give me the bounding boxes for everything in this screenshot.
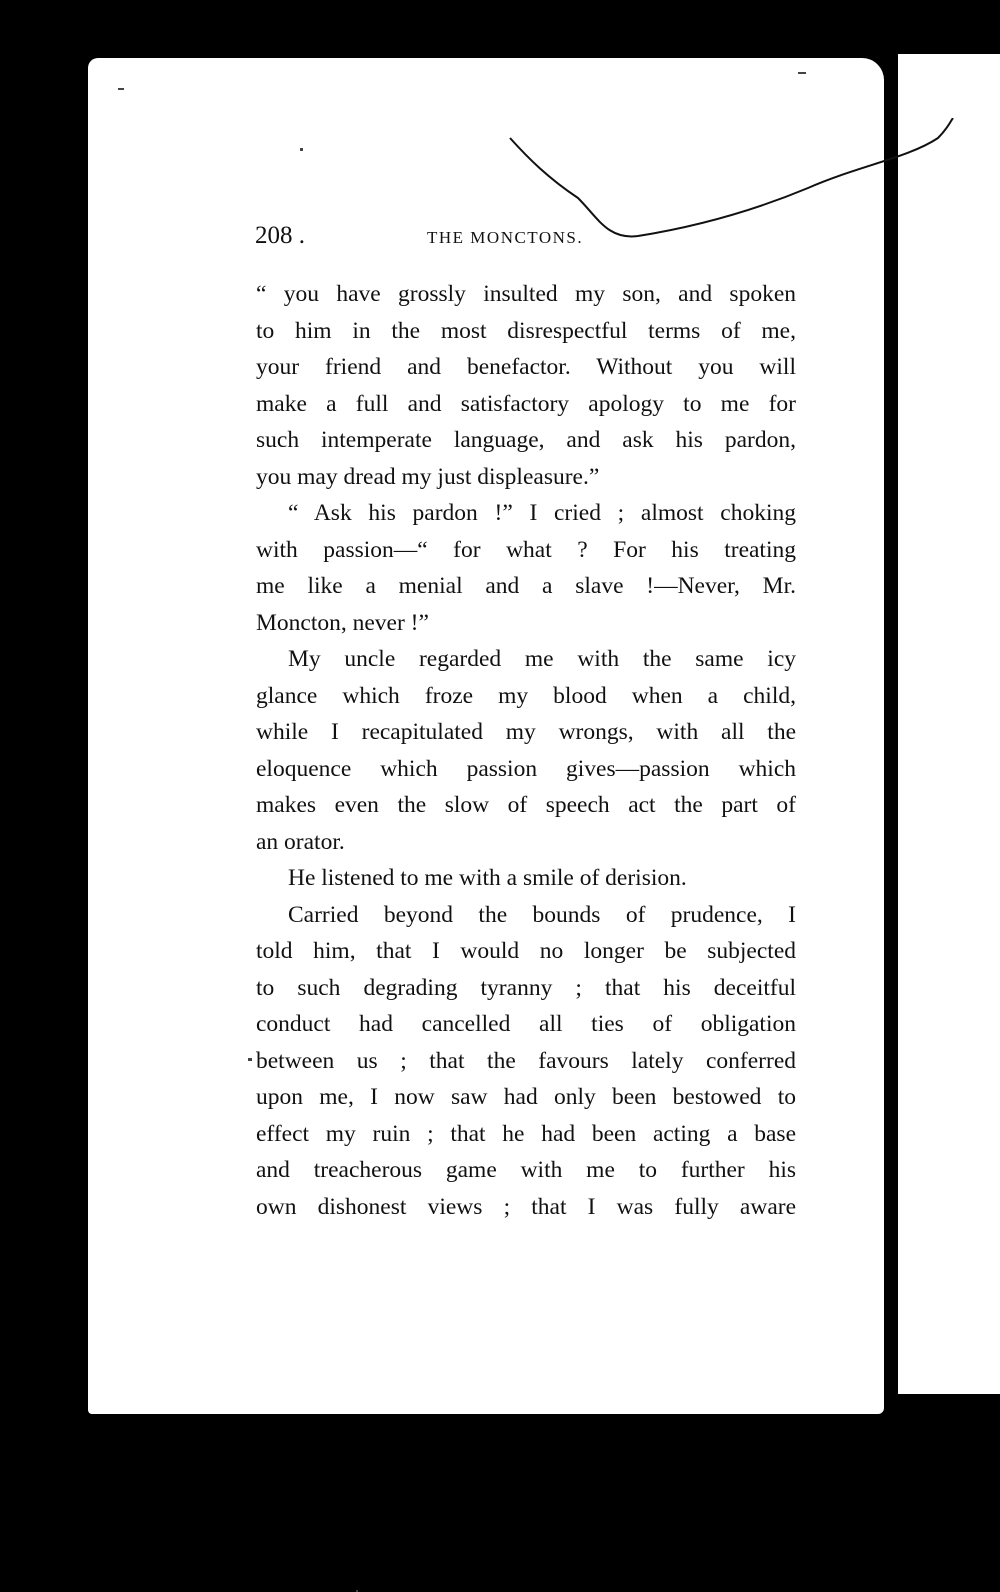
text-line: own dishonest views ; that I was fully aware bbox=[256, 1193, 796, 1220]
text-line: between us ; that the favours lately conferred bbox=[256, 1047, 796, 1074]
page-number: 208 . bbox=[255, 222, 305, 249]
text-line: He listened to me with a smile of derision. bbox=[288, 865, 687, 891]
text-line: conduct had cancelled all ties of obligation bbox=[256, 1011, 796, 1037]
text-line: eloquence which passion gives—passion which bbox=[256, 755, 796, 782]
text-line: “ Ask his pardon !” I cried ; almost choking bbox=[288, 500, 796, 526]
text-line: make a full and satisfactory apology to me for bbox=[256, 390, 796, 417]
text-line: an orator. bbox=[256, 828, 345, 855]
text-line: you may dread my just displeasure.” bbox=[256, 463, 600, 490]
text-line: your friend and benefactor. Without you will bbox=[256, 354, 796, 380]
text-line: and treacherous game with me to further his bbox=[256, 1157, 796, 1183]
text-line: Carried beyond the bounds of prudence, I bbox=[288, 901, 796, 928]
text-line: told him, that I would no longer be subjected bbox=[256, 938, 796, 964]
text-line: “ you have grossly insulted my son, and spoken bbox=[256, 281, 796, 307]
text-line: such intemperate language, and ask his pardon, bbox=[256, 427, 796, 453]
text-line: Moncton, never !” bbox=[256, 609, 429, 636]
running-title: THE MONCTONS. bbox=[427, 228, 584, 247]
text-line: glance which froze my blood when a child, bbox=[256, 682, 796, 709]
text-line: while I recapitulated my wrongs, with all the bbox=[256, 719, 796, 745]
adjacent-page-edge bbox=[898, 54, 1000, 1394]
body-text bbox=[256, 276, 796, 1225]
text-line: upon me, I now saw had only been bestowed to bbox=[256, 1084, 796, 1110]
text-line: me like a menial and a slave !—Never, Mr. bbox=[256, 573, 796, 599]
text-line: makes even the slow of speech act the part of bbox=[256, 792, 796, 818]
text-line: effect my ruin ; that he had been acting a base bbox=[256, 1120, 796, 1147]
text-line: to him in the most disrespectful terms of me, bbox=[256, 317, 796, 344]
text-line: to such degrading tyranny ; that his deceitful bbox=[256, 974, 796, 1001]
text-line: My uncle regarded me with the same icy bbox=[288, 646, 796, 672]
text-line: with passion—“ for what ? For his treating bbox=[256, 536, 796, 563]
page-header bbox=[255, 222, 815, 258]
